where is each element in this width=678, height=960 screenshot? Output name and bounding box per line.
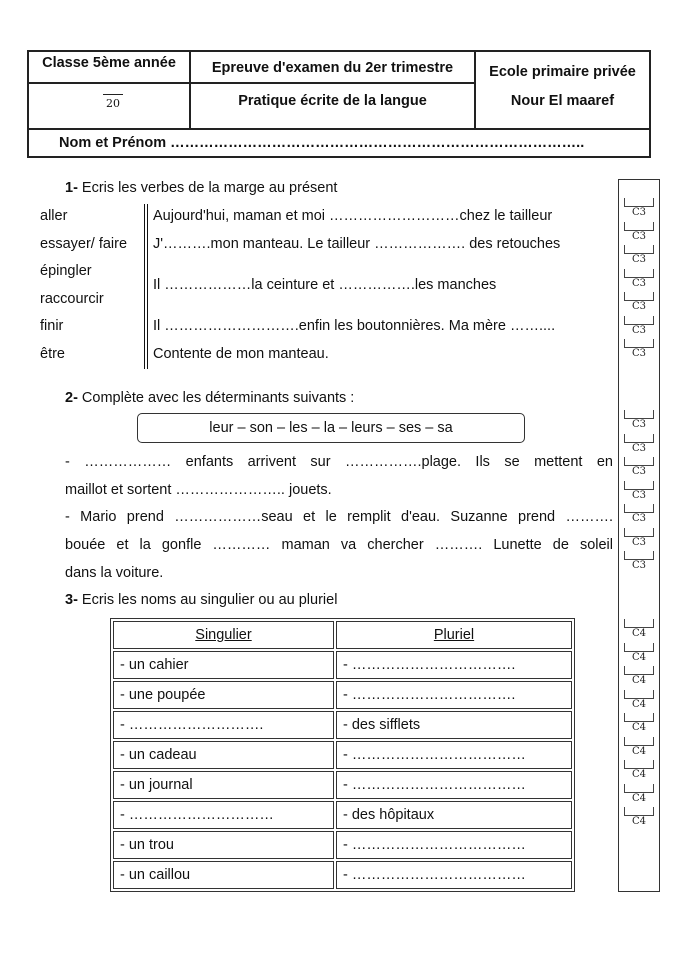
- criteria-check-box[interactable]: [624, 666, 654, 675]
- criteria-check-box[interactable]: [624, 222, 654, 231]
- singulier-header: Singulier: [113, 621, 334, 649]
- nouns-table: [110, 618, 575, 892]
- criteria-check-box[interactable]: [624, 245, 654, 254]
- plural-cell: - des hôpitaux: [336, 801, 572, 829]
- criteria-check-box[interactable]: [624, 551, 654, 560]
- singular-cell: - une poupée: [113, 681, 334, 709]
- criteria-code: C3: [631, 348, 646, 359]
- criteria-check-box[interactable]: [624, 690, 654, 699]
- criteria-code: C3: [631, 254, 646, 265]
- criteria-check-box[interactable]: [624, 807, 654, 816]
- verb-essayer-faire: essayer/ faire: [40, 236, 128, 252]
- exercise1-title: [65, 180, 337, 196]
- plural-cell[interactable]: - …………………………….: [336, 681, 572, 709]
- school-name: Nour El maaref: [510, 93, 615, 109]
- criteria-code: C4: [631, 722, 646, 733]
- table-row: [113, 771, 572, 799]
- exercise2-line[interactable]: bouée et la gonfle ………… maman va chercher ………. Lunette de soleil: [65, 537, 613, 553]
- criteria-check-box[interactable]: [624, 292, 654, 301]
- criteria-code: C4: [631, 816, 646, 827]
- exercise1-instruction: Ecris les verbes de la marge au présent: [77, 180, 338, 196]
- exam-title: Epreuve d'examen du 2er trimestre: [211, 60, 454, 76]
- singular-cell[interactable]: - …………………………: [113, 801, 334, 829]
- exercise1-number: 1-: [65, 180, 78, 196]
- criteria-code: C3: [631, 419, 646, 430]
- criteria-code: C3: [631, 513, 646, 524]
- school-type: Ecole primaire privée: [489, 64, 636, 80]
- criteria-check-box[interactable]: [624, 737, 654, 746]
- plural-cell[interactable]: - ………………………………: [336, 771, 572, 799]
- exercise2-instruction: Complète avec les déterminants suivants :: [77, 390, 355, 406]
- score-total: 20: [106, 97, 120, 110]
- criteria-check-box[interactable]: [624, 434, 654, 443]
- criteria-check-box[interactable]: [624, 481, 654, 490]
- plural-cell[interactable]: - ………………………………: [336, 831, 572, 859]
- criteria-check-box[interactable]: [624, 619, 654, 628]
- singular-cell: - un trou: [113, 831, 334, 859]
- exercise2-number: 2-: [65, 390, 78, 406]
- pluriel-header: Pluriel: [336, 621, 572, 649]
- exercise1-line[interactable]: Aujourd'hui, maman et moi ………………………chez le tailleur: [153, 208, 553, 224]
- exercise2-line[interactable]: maillot et sortent ………………….. jouets.: [65, 482, 332, 498]
- criteria-code: C4: [631, 675, 646, 686]
- singular-cell: - un journal: [113, 771, 334, 799]
- criteria-check-box[interactable]: [624, 269, 654, 278]
- criteria-code: C4: [631, 698, 646, 710]
- singular-cell[interactable]: - ……………………….: [113, 711, 334, 739]
- exercise3-number: 3-: [65, 592, 78, 608]
- singular-cell: - un caillou: [113, 861, 334, 889]
- criteria-code: C3: [631, 560, 646, 571]
- plural-cell[interactable]: - …………………………….: [336, 651, 572, 679]
- criteria-check-box[interactable]: [624, 457, 654, 466]
- criteria-code: C3: [631, 301, 646, 312]
- table-row: [113, 741, 572, 769]
- criteria-code: C3: [631, 489, 646, 501]
- name-field[interactable]: Nom et Prénom …………………………………………………………………………..: [59, 135, 585, 151]
- singular-cell: - un cadeau: [113, 741, 334, 769]
- exercise1-line: Contente de mon manteau.: [153, 346, 329, 362]
- criteria-code: C3: [631, 207, 646, 218]
- criteria-check-box[interactable]: [624, 410, 654, 419]
- criteria-code: C4: [631, 792, 646, 804]
- criteria-check-box[interactable]: [624, 528, 654, 537]
- determiners-box: leur – son – les – la – leurs – ses – sa: [137, 413, 525, 443]
- exercise3-title: [65, 592, 337, 608]
- criteria-code: C3: [631, 442, 646, 454]
- subject-title: Pratique écrite de la langue: [238, 93, 427, 109]
- criteria-code: C4: [631, 769, 646, 780]
- criteria-check-box[interactable]: [624, 713, 654, 722]
- score-field[interactable]: [100, 94, 126, 110]
- header-divider: [29, 128, 649, 130]
- criteria-check-box[interactable]: [624, 316, 654, 325]
- table-row: [113, 681, 572, 709]
- criteria-check-box[interactable]: [624, 339, 654, 348]
- criteria-check-box[interactable]: [624, 504, 654, 513]
- criteria-check-box[interactable]: [624, 643, 654, 652]
- exercise3-instruction: Ecris les noms au singulier ou au pluriel: [77, 592, 338, 608]
- exercise2-title: [65, 390, 354, 406]
- exercise2-line: dans la voiture.: [65, 565, 164, 581]
- exercise1-line[interactable]: Il ………………la ceinture et …………….les manches: [153, 277, 497, 293]
- criteria-code: C4: [631, 628, 646, 639]
- header-divider: [29, 82, 474, 84]
- verb-aller: aller: [40, 208, 68, 224]
- criteria-check-box[interactable]: [624, 198, 654, 207]
- singular-cell: - un cahier: [113, 651, 334, 679]
- verb-column-divider: [144, 204, 148, 369]
- exercise1-line[interactable]: J'……….mon manteau. Le tailleur ………………. des retouches: [153, 236, 561, 252]
- table-row: [113, 801, 572, 829]
- criteria-code: C3: [631, 466, 646, 477]
- criteria-code: C3: [631, 230, 646, 242]
- criteria-code: C3: [631, 277, 646, 289]
- exercise2-line[interactable]: - Mario prend ………………seau et le remplit d'eau. Suzanne prend ……….: [65, 509, 613, 525]
- table-row: [113, 831, 572, 859]
- table-row: [113, 651, 572, 679]
- verb-raccourcir: raccourcir: [40, 291, 104, 307]
- verb-epingler: épingler: [40, 263, 92, 279]
- exercise1-line[interactable]: Il ……………………….enfin les boutonnières. Ma mère ……....: [153, 318, 556, 334]
- table-row: [113, 711, 572, 739]
- exercise2-line[interactable]: - ……………… enfants arrivent sur …………….plage. Ils se mettent en: [65, 454, 613, 470]
- criteria-code: C3: [631, 324, 646, 336]
- verb-finir: finir: [40, 318, 64, 334]
- criteria-check-box[interactable]: [624, 784, 654, 793]
- criteria-code: C3: [631, 536, 646, 548]
- plural-cell: - des sifflets: [336, 711, 572, 739]
- criteria-check-box[interactable]: [624, 760, 654, 769]
- table-row: [113, 861, 572, 889]
- verb-etre: être: [40, 346, 65, 362]
- criteria-code: C4: [631, 651, 646, 663]
- class-label: Classe 5ème année: [42, 55, 176, 71]
- plural-cell[interactable]: - ………………………………: [336, 861, 572, 889]
- table-header-row: [113, 621, 572, 649]
- criteria-code: C4: [631, 745, 646, 757]
- plural-cell[interactable]: - ………………………………: [336, 741, 572, 769]
